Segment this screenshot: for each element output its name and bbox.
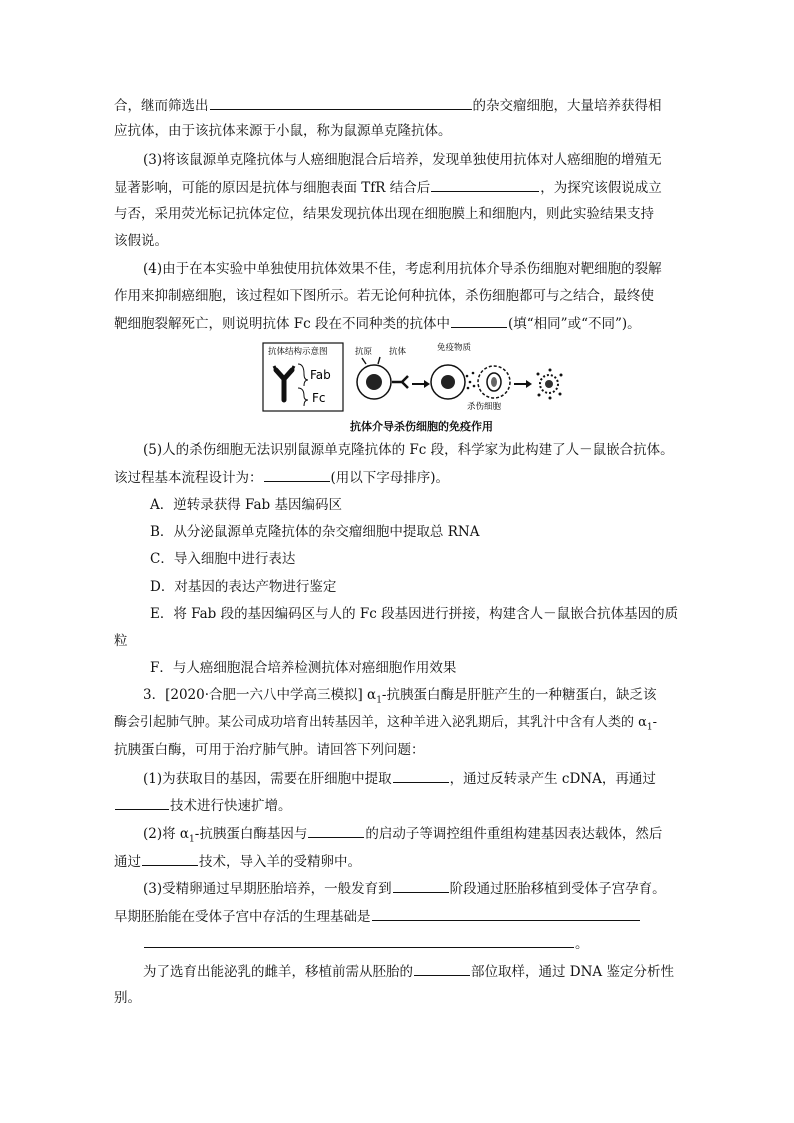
answer-blank[interactable] [142,851,198,866]
text-segment: (用以下字母排序)。 [330,470,450,486]
text-line [114,795,292,816]
text-segment: -抗胰蛋白酶基因与 [194,826,308,842]
text-segment: 。 [575,936,589,952]
antibody-small-icon [392,376,408,388]
answer-blank[interactable] [393,878,449,893]
text-line: (3)将该鼠源单克隆抗体与人癌细胞混合后培养，发现单独使用抗体对人癌细胞的增殖无 [143,152,662,168]
fc-label: Fc [312,391,326,405]
immune-substance-label: 免疫物质 [437,343,472,353]
text-segment: (3)受精卵通过早期胚胎培养，一般发育到 [143,881,392,897]
answer-blank[interactable] [372,906,640,921]
option-e: E．将 Fab 段的基因编码区与人的 Fc 段基因进行拼接，构建含人－鼠嵌合抗体基因的质 [150,606,679,622]
antibody-figure [262,342,570,414]
text-segment: ，为探究该假说成立 [540,180,662,196]
antigen-label: 抗原 [355,347,373,357]
arrow-2-head-icon [526,380,532,388]
option-e-continued: 粒 [114,633,128,649]
arrow-1-head-icon [424,380,430,388]
text-segment: 部位取样，通过 DNA 鉴定分析性 [471,964,674,980]
text-segment: 靶细胞裂解死亡，则说明抗体 Fc 段在不同种类的抗体中 [114,316,451,332]
text-segment: 合，继而筛选出 [114,98,209,114]
option-b: B．从分泌鼠源单克隆抗体的杂交瘤细胞中提取总 RNA [150,524,480,540]
text-line: 应抗体，由于该抗体来源于小鼠，称为鼠源单克隆抗体。 [114,123,452,139]
answer-blank[interactable] [210,95,472,110]
text-segment: 显著影响，可能的原因是抗体与细胞表面 TfR 结合后 [114,180,431,196]
text-segment: 通过 [114,854,141,870]
answer-blank[interactable] [264,467,330,482]
text-segment: 为了选育出能泌乳的雌羊，移植前需从胚胎的 [143,964,413,980]
question-3-heading [143,685,656,711]
answer-blank[interactable] [431,177,539,192]
text-line [114,906,641,927]
option-f: F．与人癌细胞混合培养检测抗体对癌细胞作用效果 [150,660,457,676]
text-line [114,467,449,488]
text-line: 作用来抑制癌细胞，该过程如下图所示。若无论何种抗体，杀伤细胞都可与之结合，最终使 [114,288,654,304]
answer-blank[interactable] [451,313,507,328]
text-line [143,961,674,982]
text-line: 该假说。 [114,233,168,249]
text-line: (4)由于在本实验中单独使用抗体效果不佳，考虑利用抗体介导杀伤细胞对靶细胞的裂解 [143,261,662,277]
text-segment: - [652,715,658,730]
text-segment: (2)将 α [143,826,190,842]
text-line [114,95,662,116]
structure-box-title: 抗体结构示意图 [268,347,328,357]
killer-cell-label: 杀伤细胞 [467,402,502,412]
text-line: (5)人的杀伤细胞无法识别鼠源单克隆抗体的 Fc 段，科学家为此构建了人－鼠嵌合抗体。 [143,442,674,458]
subscript: 1 [376,695,382,706]
text-line [114,713,657,738]
fab-label: Fab [310,368,331,382]
answer-blank[interactable] [308,823,364,838]
target-cell-1 [357,357,391,399]
text-segment: -抗胰蛋白酶是肝脏产生的一种糖蛋白，缺乏该 [381,687,657,703]
option-a: A．逆转录获得 Fab 基因编码区 [150,497,342,513]
text-line: 别。 [114,990,141,1006]
text-segment: 技术进行快速扩增。 [170,798,292,814]
answer-blank[interactable] [144,933,574,948]
text-segment: 技术，导入羊的受精卵中。 [199,854,361,870]
text-segment: (1)为获取目的基因，需要在肝细胞中提取 [143,771,392,787]
text-line: 抗胰蛋白酶，可用于治疗肺气肿。请回答下列问题： [114,742,425,758]
text-segment: 该过程基本流程设计为： [114,470,263,486]
option-c: C．导入细胞中进行表达 [150,551,296,567]
text-segment: 阶段通过胚胎移植到受体子宫孕育。 [449,881,666,897]
text-segment: (填“相同”或“不同”)。 [508,316,641,332]
text-segment: 3．[2020·合肥一六八中学高三模拟] α [143,687,377,703]
answer-blank[interactable] [414,961,470,976]
text-line [143,768,656,789]
text-line [143,933,589,954]
text-line [114,177,662,198]
text-segment: ，通过反转录产生 cDNA，再通过 [449,771,656,787]
text-segment: 的杂交瘤细胞，大量培养获得相 [472,98,662,114]
text-segment: 早期胚胎能在受体子宫中存活的生理基础是 [114,909,371,925]
text-segment: 酶会引起肺气肿。某公司成功培育出转基因羊，这种羊进入泌乳期后，其乳汁中含有人类的 α [114,715,647,730]
text-line [143,823,662,850]
target-cell-2 [431,365,475,399]
subscript: 1 [189,834,195,845]
lysed-cell [537,369,563,400]
option-d: D．对基因的表达产物进行鉴定 [150,579,337,595]
answer-blank[interactable] [393,768,449,783]
antibody-diagram [262,342,570,414]
text-segment: 的启动子等调控组件重组构建基因表达载体，然后 [365,826,663,842]
text-line [114,851,361,872]
text-line [114,313,641,334]
antibody-label: 抗体 [389,347,407,357]
killer-cell [478,366,510,398]
answer-blank[interactable] [115,795,169,810]
text-line [143,878,666,899]
subscript: 1 [646,722,653,733]
figure-caption: 抗体介导杀伤细胞的免疫作用 [350,420,493,433]
text-line: 与否，采用荧光标记抗体定位，结果发现抗体出现在细胞膜上和细胞内，则此实验结果支持 [114,206,654,222]
